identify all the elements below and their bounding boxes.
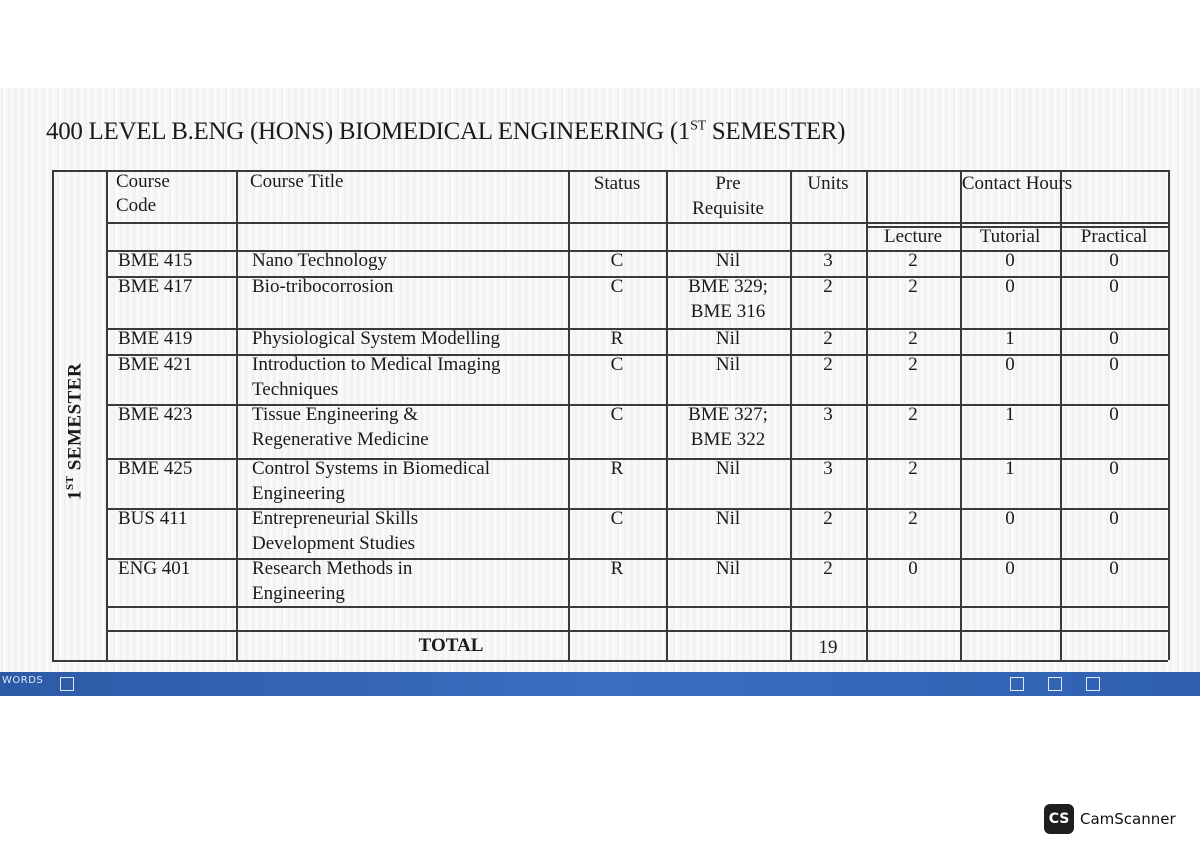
- course-code-cell: ENG 401: [118, 558, 191, 579]
- header-contact-hours: Contact Hours: [961, 173, 1073, 194]
- prerequisite-cell: BME 329;: [688, 276, 768, 297]
- course-title-cell: Control Systems in Biomedical: [252, 458, 491, 479]
- table-row-border: [106, 222, 1168, 224]
- header-course-code: Code: [116, 195, 157, 216]
- semester-side-label: 1ST SEMESTER: [64, 362, 86, 500]
- status-cell: C: [610, 404, 624, 425]
- prerequisite-cell: Nil: [715, 250, 741, 271]
- course-title-cell: Physiological System Modelling: [252, 328, 501, 349]
- table-row-border: [106, 630, 1168, 632]
- tutorial-cell: 0: [1005, 250, 1015, 271]
- course-title-cell: Regenerative Medicine: [252, 429, 429, 450]
- header-tutorial: Tutorial: [979, 226, 1041, 247]
- total-units-cell: 19: [818, 637, 838, 658]
- status-cell: R: [610, 328, 624, 349]
- course-title-cell: Development Studies: [252, 533, 416, 554]
- practical-cell: 0: [1109, 404, 1119, 425]
- prerequisite-cell: BME 322: [690, 429, 766, 450]
- tutorial-cell: 1: [1005, 458, 1015, 479]
- course-title-cell: Research Methods in: [252, 558, 413, 579]
- table-col-border: [236, 170, 238, 660]
- status-cell: C: [610, 250, 624, 271]
- lecture-cell: 2: [908, 458, 918, 479]
- tutorial-cell: 0: [1005, 508, 1015, 529]
- read-mode-icon: [1010, 677, 1024, 691]
- camscanner-brand: CamScanner: [1080, 810, 1176, 828]
- lecture-cell: 0: [908, 558, 918, 579]
- tutorial-cell: 1: [1005, 328, 1015, 349]
- table-col-border: [52, 170, 54, 660]
- units-cell: 2: [823, 558, 833, 579]
- units-cell: 3: [823, 404, 833, 425]
- course-title-cell: Bio-tribocorrosion: [252, 276, 394, 297]
- course-title-cell: Tissue Engineering &: [252, 404, 419, 425]
- tutorial-cell: 0: [1005, 354, 1015, 375]
- course-code-cell: BME 419: [118, 328, 193, 349]
- lecture-cell: 2: [908, 354, 918, 375]
- course-code-cell: BME 423: [118, 404, 193, 425]
- course-title-cell: Introduction to Medical Imaging: [252, 354, 501, 375]
- prerequisite-cell: BME 316: [690, 301, 766, 322]
- lecture-cell: 2: [908, 508, 918, 529]
- tutorial-cell: 0: [1005, 558, 1015, 579]
- header-prerequisite: Pre: [715, 173, 741, 194]
- prerequisite-cell: Nil: [715, 508, 741, 529]
- document-icon: [60, 677, 74, 691]
- header-course-code: Course: [116, 171, 170, 192]
- practical-cell: 0: [1109, 558, 1119, 579]
- practical-cell: 0: [1109, 250, 1119, 271]
- lecture-cell: 2: [908, 404, 918, 425]
- units-cell: 3: [823, 458, 833, 479]
- course-code-cell: BME 415: [118, 250, 193, 271]
- lecture-cell: 2: [908, 250, 918, 271]
- header-status: Status: [593, 173, 641, 194]
- status-cell: C: [610, 354, 624, 375]
- units-cell: 2: [823, 328, 833, 349]
- total-label: TOTAL: [418, 635, 484, 656]
- status-cell: C: [610, 508, 624, 529]
- course-title-cell: Engineering: [252, 483, 345, 504]
- header-course-title: Course Title: [250, 171, 344, 192]
- prerequisite-cell: Nil: [715, 328, 741, 349]
- units-cell: 3: [823, 250, 833, 271]
- table-col-border: [106, 170, 108, 660]
- course-code-cell: BME 421: [118, 354, 193, 375]
- prerequisite-cell: BME 327;: [688, 404, 768, 425]
- camscanner-logo-icon: CS: [1044, 804, 1074, 834]
- header-units: Units: [807, 173, 849, 194]
- course-code-cell: BME 417: [118, 276, 193, 297]
- tutorial-cell: 0: [1005, 276, 1015, 297]
- header-lecture: Lecture: [883, 226, 942, 247]
- web-layout-icon: [1086, 677, 1100, 691]
- header-practical: Practical: [1080, 226, 1148, 247]
- course-code-cell: BUS 411: [118, 508, 188, 529]
- status-cell: R: [610, 558, 624, 579]
- prerequisite-cell: Nil: [715, 458, 741, 479]
- page-title: 400 LEVEL B.ENG (HONS) BIOMEDICAL ENGINEERING (1ST SEMESTER): [46, 118, 846, 145]
- tutorial-cell: 1: [1005, 404, 1015, 425]
- course-code-cell: BME 425: [118, 458, 193, 479]
- practical-cell: 0: [1109, 328, 1119, 349]
- prerequisite-cell: Nil: [715, 354, 741, 375]
- prerequisite-cell: Nil: [715, 558, 741, 579]
- course-title-cell: Techniques: [252, 379, 339, 400]
- course-title-cell: Engineering: [252, 583, 345, 604]
- word-count-label: WORDS: [2, 675, 44, 686]
- practical-cell: 0: [1109, 276, 1119, 297]
- units-cell: 2: [823, 354, 833, 375]
- course-title-cell: Entrepreneurial Skills: [252, 508, 419, 529]
- units-cell: 2: [823, 508, 833, 529]
- units-cell: 2: [823, 276, 833, 297]
- header-prerequisite: Requisite: [692, 198, 764, 219]
- course-title-cell: Nano Technology: [252, 250, 387, 271]
- practical-cell: 0: [1109, 354, 1119, 375]
- practical-cell: 0: [1109, 508, 1119, 529]
- print-layout-icon: [1048, 677, 1062, 691]
- practical-cell: 0: [1109, 458, 1119, 479]
- table-col-border: [1168, 170, 1170, 660]
- status-cell: C: [610, 276, 624, 297]
- status-cell: R: [610, 458, 624, 479]
- lecture-cell: 2: [908, 276, 918, 297]
- lecture-cell: 2: [908, 328, 918, 349]
- table-border-bottom: [52, 660, 1168, 662]
- table-row-border: [106, 606, 1168, 608]
